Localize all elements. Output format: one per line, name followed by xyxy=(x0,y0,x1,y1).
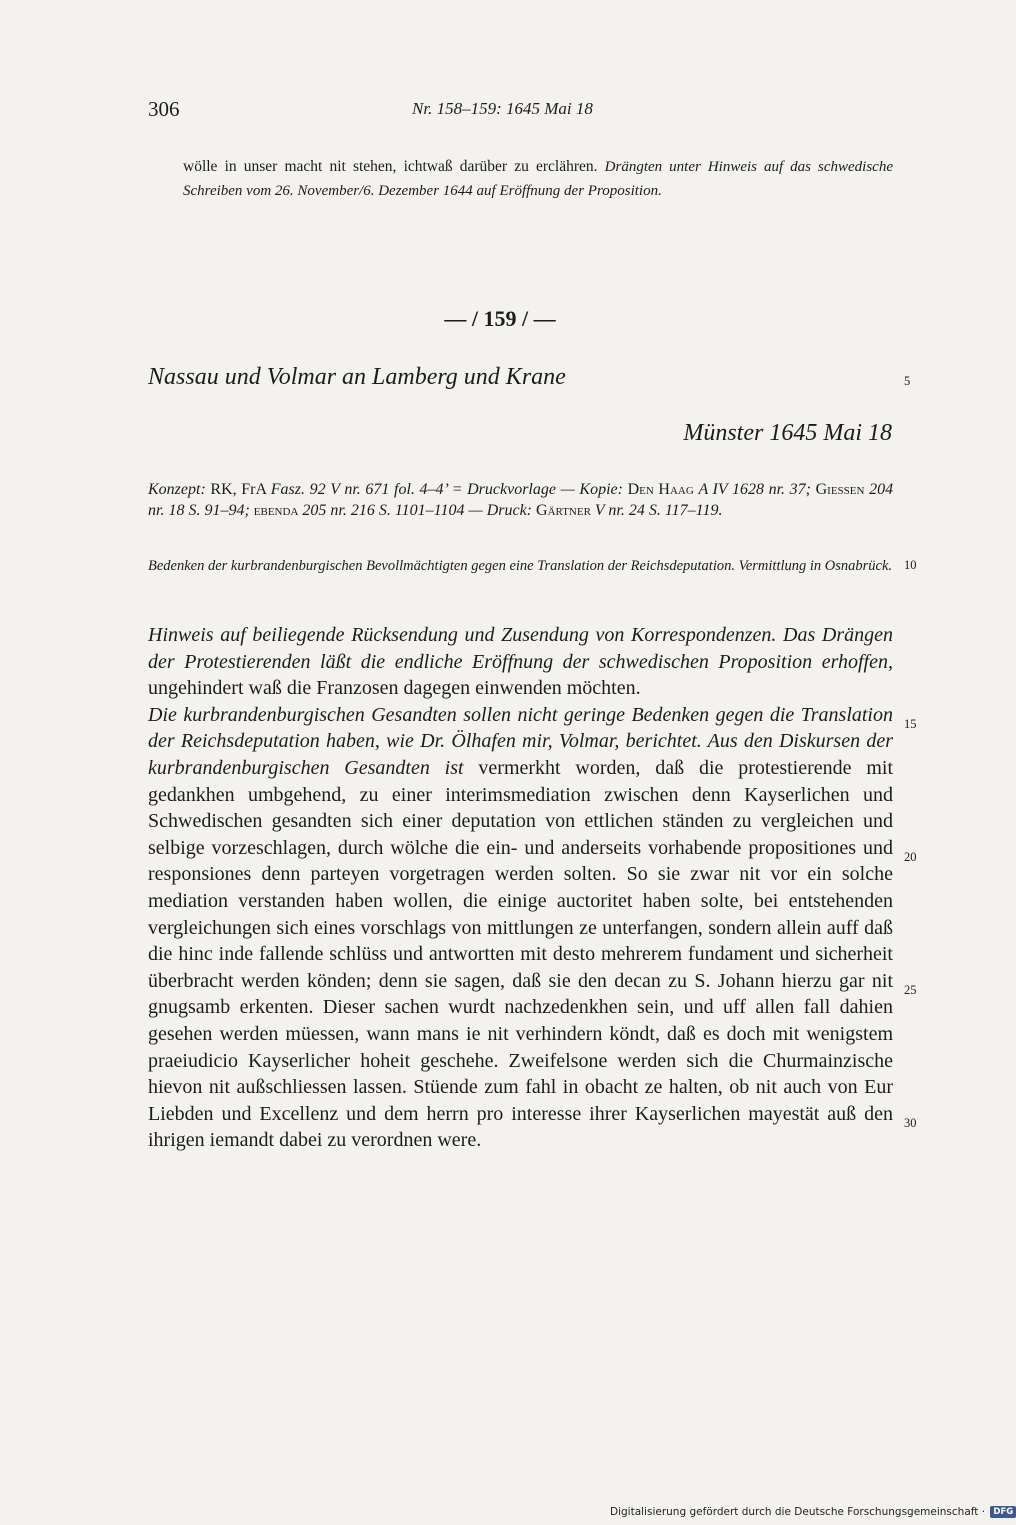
document-address: Nassau und Volmar an Lamberg und Krane xyxy=(148,364,566,390)
footer-credit: Digitalisierung gefördert durch die Deutsche Forschungsgemeinschaft · DFG xyxy=(610,1506,1016,1518)
body-italic-1: Hinweis auf beiliegende Rücksendung und Zusendung von Korrespondenzen. Das Drängen der Protestierenden läßt die endliche Eröffnung der schwedischen Proposition erhoffen, xyxy=(148,624,893,673)
line-number-25: 25 xyxy=(904,983,917,997)
place-date: Münster 1645 Mai 18 xyxy=(683,420,892,446)
body-roman-1: ungehindert waß die Franzosen dagegen einwenden möchten. xyxy=(148,677,641,700)
continuation-italic: Drängten unter Hinweis auf das schwedische Schreiben vom 26. November/6. Dezember 1644 auf Eröffnung der Proposition. xyxy=(183,159,894,199)
page-number: 306 xyxy=(148,97,180,121)
dfg-logo-icon: DFG xyxy=(990,1506,1016,1518)
continuation-roman: wölle in unser macht nit stehen, ichtwaß darüber zu erclähren. xyxy=(183,158,598,175)
line-number-20: 20 xyxy=(904,850,917,864)
document-number: — / 159 / — xyxy=(444,306,556,331)
regest: Bedenken der kurbrandenburgischen Bevollmächtigten gegen eine Translation der Reichsdeputation. Vermittlung in Osnabrück. xyxy=(148,558,893,574)
letter-body xyxy=(148,622,893,1154)
continuation-paragraph xyxy=(183,155,893,203)
line-number-10: 10 xyxy=(904,558,917,572)
line-number-30: 30 xyxy=(904,1116,917,1130)
running-title: Nr. 158–159: 1645 Mai 18 xyxy=(412,99,593,118)
line-number-15: 15 xyxy=(904,717,917,731)
body-roman-2: vermerkht worden, daß die protestierende mit gedankhen umbgehend, zu einer interimsmediation zwischen denn Kayserlichen und Schwedischen gesandten sich einer deputation von ettlichen ständen zu vergleichen und selbige vorzeschlagen, durch wölche die ein- und anderseits vorhabende propositiones und responsiones denn parteyen vorgetragen werden solten. So sie zwar nit vor ein solche mediation verstanden haben wollen, die einige auctoritet haben solte, bei entstehenden vergleichungen sich eines vorschlags von mittlungen ze unterfangen, sondern allein auff daß die hinc inde fallende schlüss und antwortten mit desto mehrerem fundament und sicherheit überbracht werden könden; denn sie sagen, daß sie den decan zu S. Johann hierzu gar nit gnugsamb erkenten. Dieser sachen wurdt nachzedenkhen sein, und uff allen fall dahien gesehen werden müessen, wann mans ie nit verhindern köndt, daß es doch mit wenigstem praeiudicio Kayserlicher hoheit geschehe. Zweifelsone werden sich die Churmainzische hievon nit außschliessen lassen. Stüende zum fahl in obacht ze halten, ob nit auch von Eur Liebden und Excellenz und dem herrn pro interesse ihrer Kayserlichen mayestät auß den ihrigen iemandt dabei zu verordnen were. xyxy=(148,756,894,1152)
source-note: Konzept: RK, FrA Fasz. 92 V nr. 671 fol. 4–4’ = Druckvorlage — Kopie: Den Haag A IV 1628 nr. 37; Giessen 204 nr. 18 S. 91–94; ebenda 205 nr. 216 S. 1101–1104 — Druck: Gärtner V nr. 24 S. 117–119. xyxy=(148,481,894,519)
line-number-5: 5 xyxy=(904,374,911,388)
body-italic-2: Die kurbrandenburgischen Gesandten sollen nicht geringe Bedenken gegen die Translation der Reichsdeputation haben, wie Dr. Ölhafen mir, Volmar, berichtet. Aus den Diskursen der kurbrandenburgischen Gesandten ist xyxy=(148,703,893,779)
